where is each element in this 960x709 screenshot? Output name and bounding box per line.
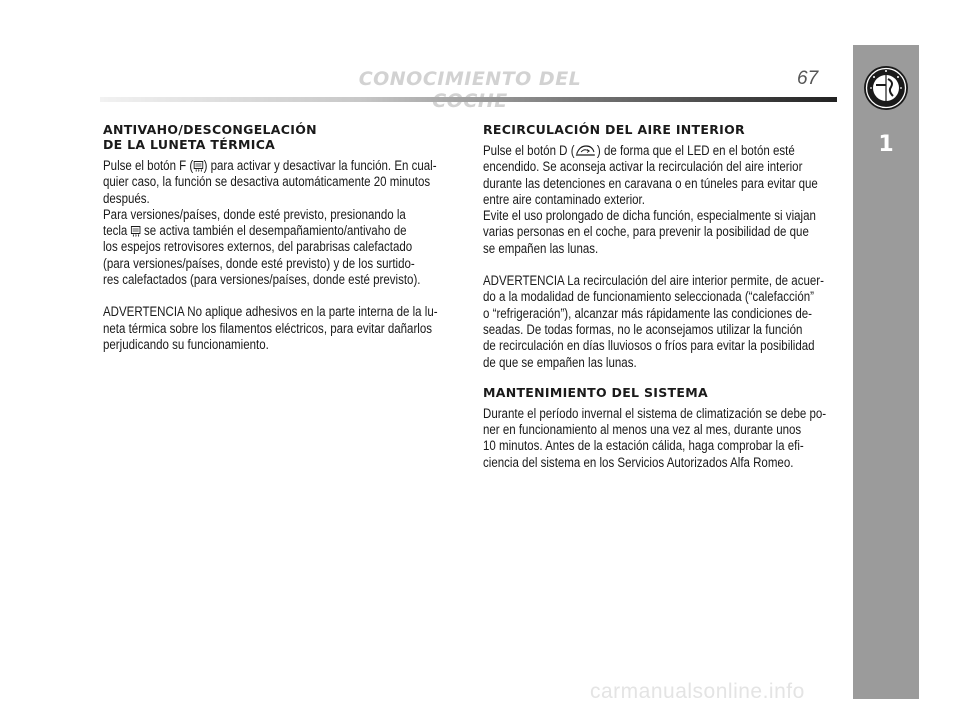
text-span: ) de forma que el LED en el botón esté xyxy=(596,143,795,158)
text-span: Pulse el botón D ( xyxy=(483,143,575,158)
text-line: se empañen las lunas. xyxy=(483,240,599,256)
watermark: carmanualsonline.info xyxy=(590,680,805,703)
air-recirculation-icon xyxy=(575,143,597,157)
text-line: ciencia del sistema en los Servicios Autorizados Alfa Romeo. xyxy=(483,454,794,470)
text-line: encendido. Se aconseja activar la recirculación del aire interior xyxy=(483,159,803,175)
heading-antivaho xyxy=(103,122,453,152)
text-line: Evite el uso prolongado de dicha función, especialmente si viajan xyxy=(483,208,816,224)
heading-line: ANTIVAHO/DESCONGELACIÓN xyxy=(103,122,317,137)
text-line: varias personas en el coche, para prevenir la posibilidad de que xyxy=(483,224,809,240)
text-line: después. xyxy=(103,190,150,206)
warning-line: seadas. De todas formas, no le aconsejamos utilizar la función xyxy=(483,321,803,337)
page-number: 67 xyxy=(797,68,819,89)
text-line: los espejos retrovisores externos, del parabrisas calefactado xyxy=(103,239,413,255)
warning-line: o “refrigeración”), alcanzar más rápidamente las condiciones de- xyxy=(483,305,813,321)
right-column xyxy=(483,122,833,471)
text-line: entre aire contaminado exterior. xyxy=(483,191,645,207)
warning-line: ADVERTENCIA La recirculación del aire interior permite, de acuer- xyxy=(483,273,824,289)
warning-line: de que se empañen las lunas. xyxy=(483,354,637,370)
warning-line: neta térmica sobre los filamentos eléctricos, para evitar dañarlos xyxy=(103,320,433,336)
text-span: se activa también el desempañamiento/antivaho de xyxy=(140,223,407,239)
text-line: res calefactados (para versiones/países, donde esté previsto). xyxy=(103,272,421,288)
section-title: CONOCIMIENTO DEL xyxy=(358,68,582,90)
text-line: durante las detenciones en caravana o en túneles para evitar que xyxy=(483,175,818,191)
text-line xyxy=(103,223,453,239)
text-span: Pulse el botón F ( xyxy=(103,158,194,173)
text-line: ner en funcionamiento al menos una vez al mes, durante unos xyxy=(483,422,802,438)
paragraph-recirculacion xyxy=(483,143,833,371)
text-span: tecla xyxy=(103,223,131,239)
alfa-romeo-logo xyxy=(863,65,909,111)
text-line: Durante el período invernal el sistema de climatización se debe po- xyxy=(483,405,827,421)
warning-line: perjudicando su funcionamiento. xyxy=(103,336,269,352)
rear-window-defrost-icon xyxy=(131,225,141,237)
warning-line: de recirculación en días lluviosos o fríos para evitar la posibilidad xyxy=(483,338,815,354)
rear-window-defrost-icon xyxy=(193,160,203,172)
text-line: quier caso, la función se desactiva automáticamente 20 minutos xyxy=(103,174,431,190)
text-span: ) para activar y desactivar la función. En cual- xyxy=(203,158,437,173)
warning-line: ADVERTENCIA No aplique adhesivos en la parte interna de la lu- xyxy=(103,304,438,320)
text-line: (para versiones/países, donde esté previsto) y de los surtido- xyxy=(103,255,415,271)
text-line xyxy=(483,143,833,159)
heading-line: DE LA LUNETA TÉRMICA xyxy=(103,137,276,152)
heading-mantenimiento: MANTENIMIENTO DEL SISTEMA xyxy=(483,384,708,400)
text-line: 10 minutos. Antes de la estación cálida, haga comprobar la efi- xyxy=(483,438,804,454)
text-line xyxy=(103,158,453,174)
left-column xyxy=(103,122,453,353)
paragraph-mantenimiento xyxy=(483,406,833,471)
header-divider xyxy=(100,97,837,102)
text-line: Para versiones/países, donde esté previsto, presionando la xyxy=(103,206,406,222)
paragraph-antivaho xyxy=(103,158,453,353)
warning-line: do a la modalidad de funcionamiento seleccionada (“calefacción” xyxy=(483,289,814,305)
heading-recirculacion: RECIRCULACIÓN DEL AIRE INTERIOR xyxy=(483,122,745,137)
chapter-number: 1 xyxy=(878,132,894,157)
